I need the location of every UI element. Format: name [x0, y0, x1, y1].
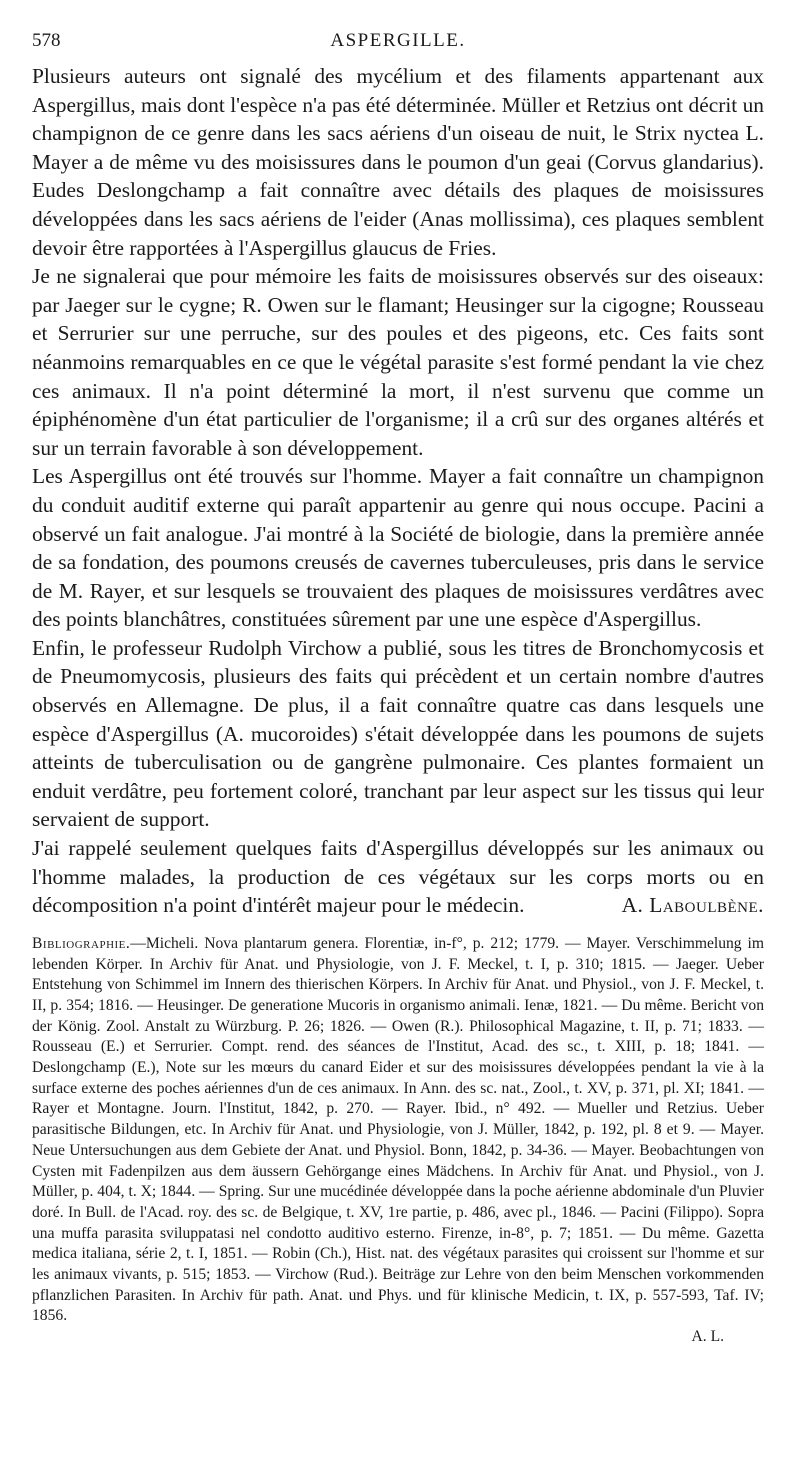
page	[32, 30, 764, 1348]
bibliography-text: —Micheli. Nova plantarum genera. Florentiæ, in-f°, p. 212; 1779. — Mayer. Verschimmelung im lebenden Körper. In Archiv für Anat. und Physiologie, von J. F. Meckel, t. I, p. 310; 1815. — Jaeger. Ueber Entstehung von Schimmel im Innern des thierischen Körpers. In Archiv für Anat. und Physiol., von J. F. Meckel, t. II, p. 354; 1816. — Heusinger. De generatione Mucoris in organismo animali. Ienæ, 1821. — Du même. Bericht von der König. Zool. Anstalt zu Würzburg. P. 26; 1826. — Owen (R.). Philosophical Magazine, t. II, p. 71; 1833. — Rousseau (E.) et Serrurier. Compt. rend. des séances de l'Institut, Acad. des sc., t. XIII, p. 18; 1841. — Deslongchamp (E.), Note sur les mœurs du canard Eider et sur des moisissures développées pendant la vie à la surface externe des poches aériennes d'un de ces animaux. In Ann. des sc. nat., Zool., t. XV, p. 371, pl. XI; 1841. — Rayer et Montagne. Journ. l'Institut, 1842, p. 270. — Rayer. Ibid., n° 492. — Mueller und Retzius. Ueber parasitische Bildungen, etc. In Archiv für Anat. und Physiologie, von J. Müller, 1842, p. 192, pl. 8 et 9. — Mayer. Neue Untersuchungen aus dem Gebiete der Anat. und Physiol. Bonn, 1842, p. 34-36. — Mayer. Beobachtungen von Cysten mit Fadenpilzen aus dem äussern Gehörgange eines Mädchens. In Archiv für Anat. und Physiol., von J. Müller, p. 404, t. X; 1844. — Spring. Sur une mucédinée développée dans la poche aérienne abdominale d'un Pluvier doré. In Bull. de l'Acad. roy. des sc. de Belgique, t. XV, 1re partie, p. 486, avec pl., 1846. — Pacini (Filippo). Sopra una muffa parasita sviluppatasi nel condotto auditivo esterno. Firenze, in-8°, p. 7; 1851. — Du même. Gazetta medica italiana, série 2, t. I, 1851. — Robin (Ch.), Hist. nat. des végétaux parasites qui croissent sur l'homme et sur les animaux vivants, p. 515; 1853. — Virchow (Rud.). Beiträge zur Lehre von den beim Menschen vorkommenden pflanzlichen Parasiten. In Archiv für path. Anat. und Phys. und für klinische Medicin, t. IX, p. 557-593, Taf. IV; 1856.	[32, 934, 764, 1325]
bibliography-signature: A. L.	[691, 1328, 724, 1346]
page-header	[32, 30, 764, 58]
running-title: ASPERGILLE.	[330, 30, 466, 51]
author-signature: A. Laboulbène.	[621, 893, 764, 918]
paragraph: Plusieurs auteurs ont signalé des mycélium et des filaments appartenant aux Aspergillus, mais dont l'espèce n'a pas été déterminée. Müller et Retzius ont décrit un champignon de ce genre dans les sacs aériens d'un oiseau de nuit, le Strix nyctea L. Mayer a de même vu des moisissures dans le poumon d'un geai (Corvus glandarius). Eudes Deslongchamp a fait connaître avec détails des plaques de moisissures développées dans les sacs aériens de l'eider (Anas mollissima), ces plaques semblent devoir être rapportées à l'Aspergillus glaucus de Fries.	[32, 64, 764, 260]
bibliography-label: Bibliographie.	[32, 934, 131, 952]
paragraph: Je ne signalerai que pour mémoire les faits de moisissures observés sur des oiseaux: par Jaeger sur le cygne; R. Owen sur le flamant; Heusinger sur la cigogne; Rousseau et Serrurier sur une perruche, sur des poules et des pigeons, etc. Ces faits sont néanmoins remarquables en ce que le végétal parasite s'est formé pendant la vie chez ces animaux. Il n'a point déterminé la mort, il n'est survenu que comme un épiphénomène d'un état particulier de l'organisme; il a crû sur des organes altérés et sur un terrain favorable à son développement.	[32, 264, 764, 460]
paragraph-text: J'ai rappelé seulement quelques faits d'Aspergillus développés sur les animaux ou l'homme malades, la production de ces végétaux sur les corps morts ou en décomposition n'a point d'intérêt majeur pour le médecin.	[32, 836, 764, 918]
bibliography	[32, 934, 764, 1348]
page-number: 578	[32, 30, 61, 51]
paragraph: Les Aspergillus ont été trouvés sur l'homme. Mayer a fait connaître un champignon du conduit auditif externe qui paraît appartenir au genre qui nous occupe. Pacini a observé un fait analogue. J'ai montré à la Société de biologie, dans la première année de sa fondation, des poumons creusés de cavernes tuberculeuses, pris dans le service de M. Rayer, et sur lesquels se trouvaient des plaques de moisissures verdâtres avec des points blanchâtres, constituées sûrement par une une espèce d'Aspergillus.	[32, 464, 764, 632]
body-text	[32, 62, 764, 920]
paragraph: Enfin, le professeur Rudolph Virchow a publié, sous les titres de Bronchomycosis et de Pneumomycosis, plusieurs des faits qui précèdent et un certain nombre d'autres observés en Allemagne. De plus, il a fait connaître quatre cas dans lesquels une espèce d'Aspergillus (A. mucoroides) s'était développée dans les poumons de sujets atteints de tuberculisation ou de gangrène pulmonaire. Ces plantes formaient un enduit verdâtre, peu fortement coloré, tranchant par leur aspect sur les tissus qui leur servaient de support.	[32, 635, 764, 832]
closing-paragraph	[32, 834, 764, 920]
